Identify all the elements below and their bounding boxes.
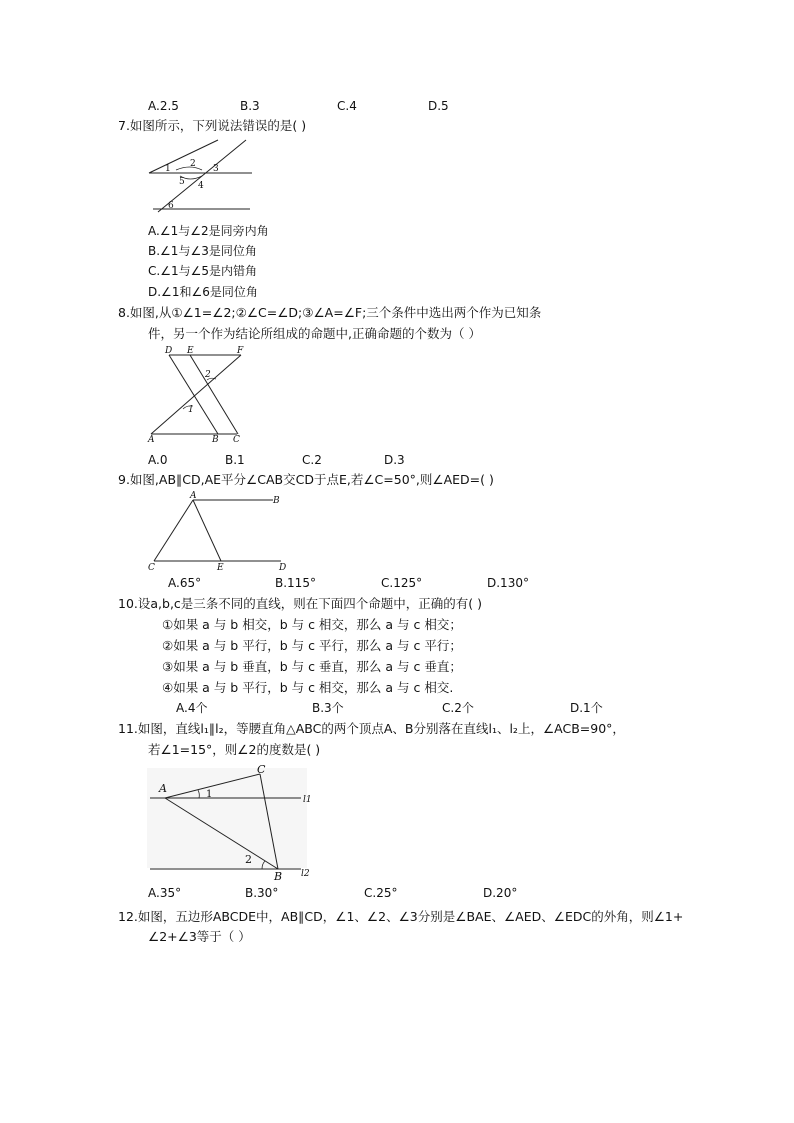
q7-figure xyxy=(140,138,270,218)
q10-option-c: C.2个 xyxy=(442,701,474,715)
q11-option-a: A.35° xyxy=(148,886,182,900)
q9-label-d: D xyxy=(279,563,287,573)
q10-statement-4: ④如果 a 与 b 平行，b 与 c 相交，那么 a 与 c 相交. xyxy=(162,680,454,695)
q7-question: 7.如图所示，下列说法错误的是( ) xyxy=(118,118,307,133)
q7-option-d: D.∠1和∠6是同位角 xyxy=(148,285,258,299)
q8-question-line1: 8.如图,从①∠1=∠2;②∠C=∠D;③∠A=∠F;三个条件中选出两个作为已知条 xyxy=(118,305,542,320)
q10-option-b: B.3个 xyxy=(312,701,344,715)
q7-option-c: C.∠1与∠5是内错角 xyxy=(148,264,257,278)
q11-option-c: C.25° xyxy=(364,886,398,900)
q9-label-e: E xyxy=(217,563,224,573)
q7-label-2: 2 xyxy=(190,159,196,169)
q11-label-a: A xyxy=(159,782,167,795)
q11-question-line1: 11.如图，直线l₁∥l₂，等腰直角△ABC的两个顶点A、B分别落在直线l₁、l₂上，∠ACB=90°， xyxy=(118,721,625,736)
q11-label-l2: l2 xyxy=(301,869,310,879)
q8-question-line2: 件，另一个作为结论所组成的命题中,正确命题的个数为（ ） xyxy=(148,326,481,341)
q11-option-d: D.20° xyxy=(483,886,518,900)
q10-question: 10.设a,b,c是三条不同的直线，则在下面四个命题中，正确的有( ) xyxy=(118,596,483,611)
q8-label-f: F xyxy=(237,346,244,356)
q11-label-1: 1 xyxy=(206,789,213,800)
q8-label-2: 2 xyxy=(205,370,211,380)
q10-statement-1: ①如果 a 与 b 相交，b 与 c 相交，那么 a 与 c 相交； xyxy=(162,617,462,632)
q6-option-b: B.3 xyxy=(240,99,260,113)
q8-option-a: A.0 xyxy=(148,453,168,467)
q11-label-l1: l1 xyxy=(303,795,312,805)
q7-label-4: 4 xyxy=(198,181,204,191)
q8-option-c: C.2 xyxy=(302,453,322,467)
q11-label-2: 2 xyxy=(245,853,252,866)
q6-option-c: C.4 xyxy=(337,99,357,113)
q11-label-b: B xyxy=(274,870,283,883)
q8-option-b: B.1 xyxy=(225,453,245,467)
q8-label-e: E xyxy=(187,346,194,356)
q9-label-c: C xyxy=(148,563,155,573)
q10-option-d: D.1个 xyxy=(570,701,603,715)
q9-segment-ac xyxy=(154,500,193,561)
q9-label-a: A xyxy=(190,491,197,501)
q7-option-a: A.∠1与∠2是同旁内角 xyxy=(148,224,269,238)
q8-option-d: D.3 xyxy=(384,453,405,467)
q9-segment-ae xyxy=(193,500,221,561)
q8-figure xyxy=(145,345,255,445)
q6-option-a: A.2.5 xyxy=(148,99,179,113)
q12-question-line2: ∠2+∠3等于（ ） xyxy=(148,929,251,944)
q7-label-6: 6 xyxy=(168,201,174,211)
q9-option-c: C.125° xyxy=(381,576,423,590)
q8-label-d: D xyxy=(165,346,173,356)
q7-label-1: 1 xyxy=(165,164,171,174)
q8-label-b: B xyxy=(212,435,219,445)
q9-option-b: B.115° xyxy=(275,576,316,590)
q10-option-a: A.4个 xyxy=(176,701,208,715)
q12-question-line1: 12.如图，五边形ABCDE中，AB∥CD，∠1、∠2、∠3分别是∠BAE、∠AED、∠EDC的外角，则∠1+ xyxy=(118,909,684,924)
q10-statement-2: ②如果 a 与 b 平行，b 与 c 平行，那么 a 与 c 平行； xyxy=(162,638,462,653)
q10-statement-3: ③如果 a 与 b 垂直，b 与 c 垂直，那么 a 与 c 垂直； xyxy=(162,659,462,674)
q7-transversal-left xyxy=(149,140,218,173)
q7-label-3: 3 xyxy=(213,164,219,174)
q8-label-1: 1 xyxy=(188,405,194,415)
q9-option-d: D.130° xyxy=(487,576,529,590)
q6-option-d: D.5 xyxy=(428,99,449,113)
q8-segment-af xyxy=(151,355,241,434)
q9-question: 9.如图,AB∥CD,AE平分∠CAB交CD于点E,若∠C=50°,则∠AED=( ) xyxy=(118,472,494,487)
q11-question-line2: 若∠1=15°，则∠2的度数是( ) xyxy=(148,742,321,757)
q8-segment-db xyxy=(169,355,218,434)
q8-segment-ec xyxy=(190,355,238,434)
q7-option-b: B.∠1与∠3是同位角 xyxy=(148,244,257,258)
q8-label-c: C xyxy=(233,435,240,445)
q9-option-a: A.65° xyxy=(168,576,202,590)
q9-label-b: B xyxy=(273,496,280,506)
q7-label-5: 5 xyxy=(179,177,185,187)
q11-figure xyxy=(143,760,313,883)
q11-label-c: C xyxy=(257,763,266,776)
q11-option-b: B.30° xyxy=(245,886,279,900)
q9-figure xyxy=(145,492,295,572)
q8-label-a: A xyxy=(148,435,155,445)
